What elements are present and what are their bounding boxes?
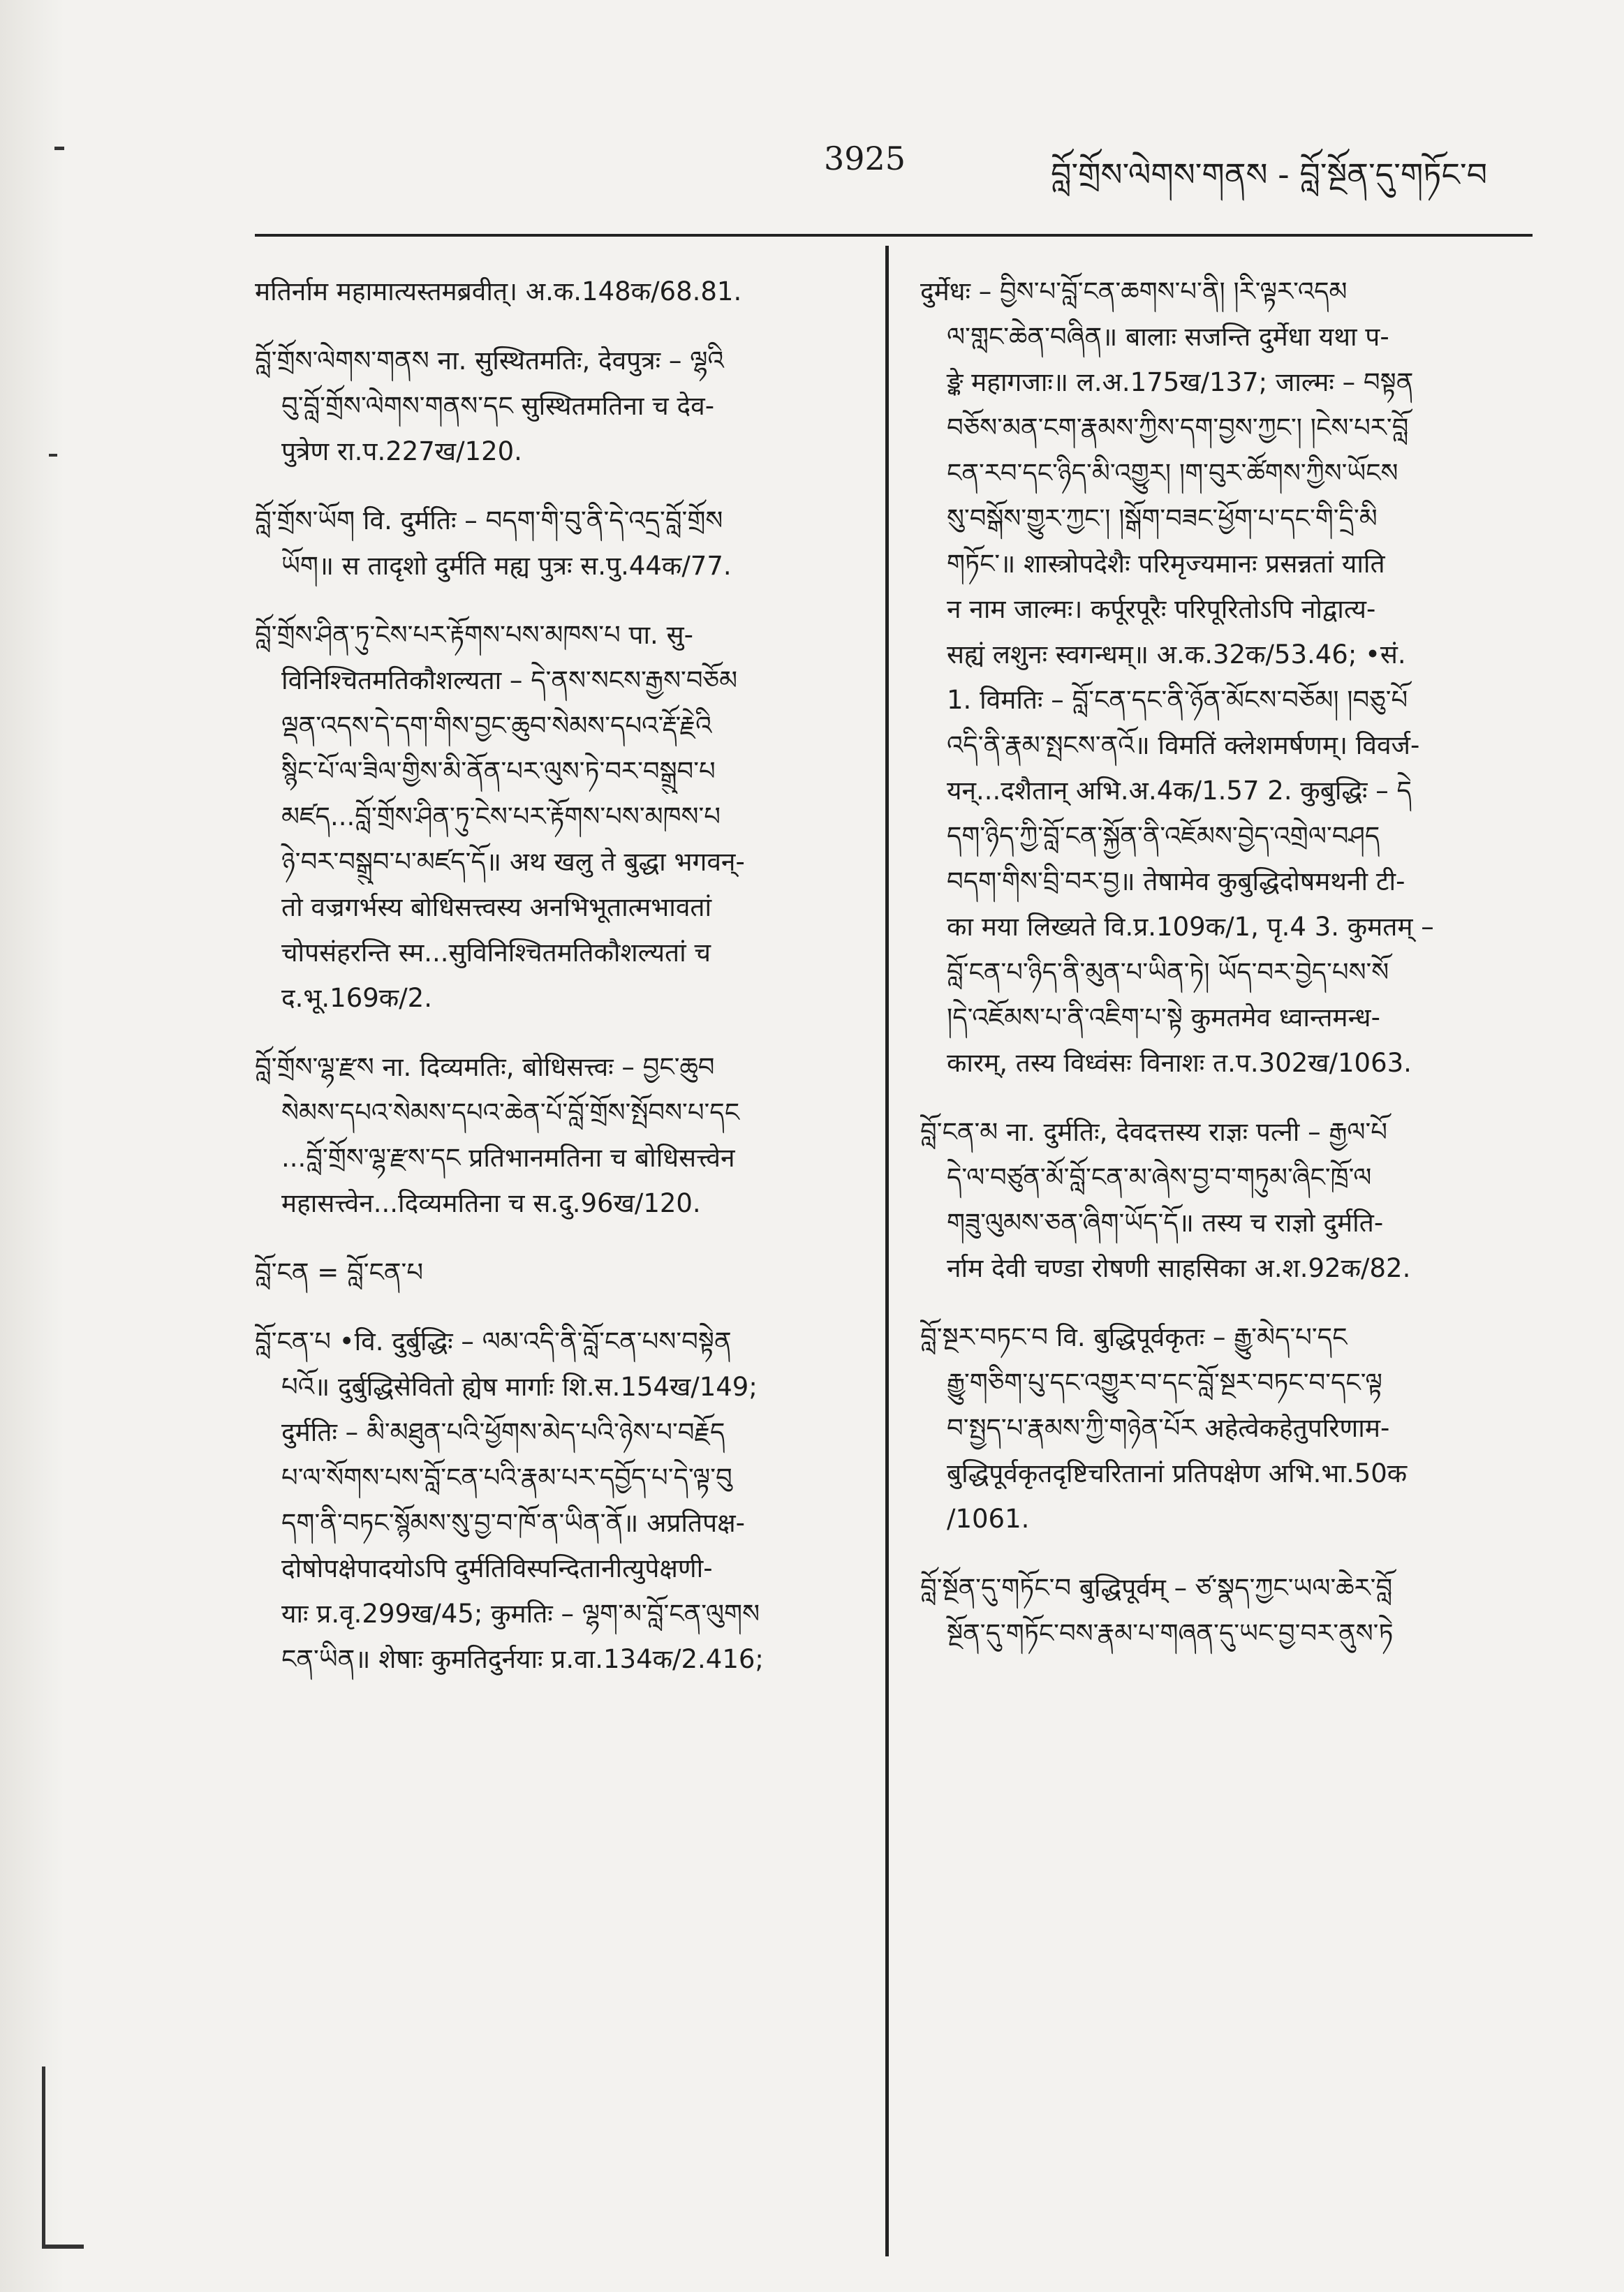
dictionary-entry [255, 498, 852, 589]
dictionary-entry [255, 612, 852, 1021]
column-divider [885, 246, 889, 2256]
margin-mark [42, 2067, 45, 2248]
margin-mark [49, 454, 57, 457]
dictionary-entry [920, 1315, 1531, 1541]
dictionary-entry [920, 1109, 1531, 1291]
right-column [920, 269, 1531, 1680]
entry-text-line: महासत्त्वेन...दिव्यमतिना च स.दु.96ख/120. [281, 1188, 701, 1218]
entry-text-line: /1061. [947, 1504, 1030, 1534]
entry-text-line: བུ་བློ་གྲོས་ལེགས་གནས་དང सुस्थितमतिना च देव- [281, 391, 715, 421]
entry-headword-line: བློ་གྲོས་ཤིན་ཏུ་ངེས་པར་རྟོགས་པས་མཁས་པ पा. सु- [255, 620, 693, 650]
scan-margin [0, 0, 64, 2292]
dictionary-entry [255, 1319, 852, 1682]
entry-text-line: མཛད...བློ་གྲོས་ཤིན་ཏུ་ངེས་པར་རྟོགས་པས་མཁས་པ [281, 801, 721, 831]
entry-headword-line: मतिर्नाम महामात्यस्तमब्रवीत्। अ.क.148क/68.81. [255, 276, 742, 306]
entry-text-line: ལ་གླང་ཆེན་བཞིན॥ बालाः सजन्ति दुर्मेधा यथा प- [947, 322, 1389, 352]
page-header-range: བློ་གྲོས་ལེགས་གནས - བློ་སྔོན་དུ་གཏོང་བ [1051, 156, 1488, 193]
margin-mark [54, 147, 64, 150]
entry-text-line: ཡོག॥ स तादृशो दुर्मति मह्य पुत्रः स.पु.44क/77. [281, 551, 732, 581]
entry-text-line: སེམས་དཔའ་སེམས་དཔའ་ཆེན་པོ་བློ་གྲོས་སྤོབས་པ་དང [281, 1097, 740, 1127]
entry-text-line: གཟུ་ལུམས་ཅན་ཞིག་ཡོད་དོ॥ तस्य च राज्ञो दुर्मति- [947, 1208, 1384, 1238]
entry-text-line: བཅོས་མན་ངག་རྣམས་ཀྱིས་དག་བྱས་ཀྱང་། །ངེས་པར་བློ [947, 413, 1409, 443]
entry-text-line: དག་ཉིད་ཀྱི་བློ་ངན་སྐྱོན་ནི་འཇོམས་བྱེད་འགྲེལ་བཤད [947, 821, 1380, 851]
left-column [255, 269, 852, 1706]
entry-text-line: གཏོང་॥ शास्त्रोपदेशैः परिमृज्यमानः प्रसन्नतां याति [947, 549, 1385, 579]
entry-text-line: ངན་ཡིན॥ शेषाः कुमतिदुर्नयाः प्र.वा.134क/2.416; [281, 1644, 764, 1674]
dictionary-entry [920, 269, 1531, 1086]
entry-text-line: ངན་རབ་དང་ཉིད་མི་འགྱུར། །ག་བུར་ཚོགས་ཀྱིས་ཡོངས [947, 458, 1398, 488]
entry-text-line: कारम्, तस्य विध्वंसः विनाशः त.प.302ख/1063. [947, 1048, 1412, 1078]
entry-text-line: ...བློ་གྲོས་ལྷ་རྫས་དང प्रतिभानमतिना च बोधिसत्त्वेन [281, 1143, 735, 1173]
entry-text-line: །དེ་འཇོམས་པ་ནི་འཇིག་པ་སྟེ कुमतमेव ध्वान्तमन्ध- [947, 1003, 1380, 1033]
entry-text-line: ལྡན་འདས་དེ་དག་གིས་བྱང་ཆུབ་སེམས་དཔའ་རྡོ་རྗེའི [281, 711, 712, 741]
entry-headword-line: བློ་སྔར་བཏང་བ वि. बुद्धिपूर्वकृतः – རྒྱུ་མེད་པ་དང [920, 1322, 1348, 1352]
entry-text-line: न नाम जाल्मः। कर्पूरपूरैः परिपूरितोऽपि नोद्वात्य- [947, 594, 1376, 624]
entry-text-line: द.भू.169क/2. [281, 983, 432, 1013]
entry-headword-line: བློ་གྲོས་ཡོག वि. दुर्मतिः – བདག་གི་བུ་ནི་དེ་འདྲ་བློ་གྲོས [255, 505, 723, 535]
entry-text-line: བ་སྤྱད་པ་རྣམས་ཀྱི་གཉེན་པོར अहेत्वेकहेतुपरिणाम- [947, 1413, 1390, 1443]
entry-text-line: བློ་ངན་པ་ཉིད་ནི་མུན་པ་ཡིན་ཏེ། ཡོད་བར་བྱེད་པས་སོ [947, 957, 1389, 987]
entry-text-line: སྔོན་དུ་གཏོང་བས་རྣམ་པ་གཞན་དུ་ཡང་བྱ་བར་ནུས་ཏེ [947, 1618, 1394, 1648]
entry-text-line: का मया लिख्यते वि.प्र.109क/1, पृ.4 3. कुमतम् – [947, 912, 1434, 942]
entry-text-line: སུ་བསྒོས་གྱུར་ཀྱང་། །སྒོག་བཟང་ཕྱོག་པ་དང་གི་དྲི་མི [947, 503, 1378, 533]
entry-text-line: རྒྱུ་གཅིག་པུ་དང་འགྱུར་བ་དང་བློ་སྔར་བཏང་བ་དང་ལྟ [947, 1368, 1383, 1398]
entry-text-line: ङ्के महागजाः॥ ल.अ.175ख/137; जाल्मः – བསྟན [947, 367, 1414, 397]
dictionary-entry [255, 1044, 852, 1226]
entry-text-line: པ་ལ་སོགས་པས་བློ་ངན་པའི་རྣམ་པར་དབྱོད་པ་དེ་ལྟ་བུ [281, 1463, 732, 1493]
dictionary-entry [255, 269, 852, 314]
margin-mark [42, 2245, 84, 2249]
entry-headword-line: दुर्मेधः – བྱིས་པ་བློ་ངན་ཆགས་པ་ནི། །རི་ལྟར་འདམ [920, 276, 1348, 306]
header-rule [255, 234, 1533, 237]
entry-text-line: འདི་ནི་རྣམ་སྤངས་ནའོ॥ विमतिं क्लेशमर्षणम्। विवर्ज- [947, 730, 1420, 760]
entry-text-line: सह्यं लशुनः स्वगन्धम्॥ अ.क.32क/53.46; •सं. [947, 639, 1406, 670]
entry-text-line: याः प्र.वृ.299ख/45; कुमतिः – ལྷག་མ་བློ་ངན་ལུགས [281, 1599, 760, 1629]
entry-text-line: 1. विमतिः – བློ་ངན་དང་ནི་ཉོན་མོངས་བཅོམ། །བཅུ་པོ [947, 685, 1408, 715]
entry-text-line: བདག་གིས་བྲི་བར་བྱ॥ तेषामेव कुबुद्धिदोषमथनी टी- [947, 866, 1405, 896]
entry-text-line: विनिश्चितमतिकौशल्यता – དེ་ནས་སངས་རྒྱས་བཅོམ [281, 665, 738, 695]
entry-headword-line: བློ་སྔོན་དུ་གཏོང་བ बुद्धिपूर्वम् – ཙ་སྣད་ཀྱང་ཡལ་ཆེར་བློ [920, 1573, 1393, 1603]
entry-text-line: སྙིང་པོ་ལ་ཟིལ་གྱིས་མི་ནོན་པར་ལུས་ཏེ་བར་བསྒྲུབ་པ [281, 756, 716, 786]
entry-text-line: དག་ནི་བཏང་སྙོམས་སུ་བྱ་བ་ཁོ་ན་ཡིན་ནོ॥ अप्रतिपक्ष- [281, 1508, 745, 1538]
dictionary-entry [255, 1250, 852, 1295]
entry-text-line: དེ་ལ་བཙུན་མོ་བློ་ངན་མ་ཞེས་བྱ་བ་གཏུམ་ཞིང་ཁྲོ་ལ [947, 1162, 1372, 1192]
entry-text-line: दुर्मतिः – མི་མཐུན་པའི་ཕྱོགས་མེད་པའི་ཉེས་པ་བརྗོད [281, 1417, 725, 1447]
dictionary-entry [255, 338, 852, 474]
entry-text-line: दोषोपक्षेपादयोऽपि दुर्मतिविस्पन्दितानीत्युपेक्षणी- [281, 1553, 713, 1583]
entry-headword-line: བློ་ངན་མ ना. दुर्मतिः, देवदत्तस्य राज्ञः पत्नी – རྒྱལ་པོ [920, 1117, 1387, 1147]
entry-headword-line: བློ་ངན = བློ་ངན་པ [255, 1257, 424, 1287]
entry-headword-line: བློ་གྲོས་ལེགས་གནས ना. सुस्थितमतिः, देवपुत्रः – ལྷའི [255, 346, 724, 376]
entry-headword-line: བློ་གྲོས་ལྷ་རྫས ना. दिव्यमतिः, बोधिसत्त्वः – བྱང་ཆུབ [255, 1052, 715, 1082]
entry-text-line: र्नाम देवी चण्डा रोषणी साहसिका अ.श.92क/82. [947, 1253, 1411, 1283]
entry-text-line: तो वज्रगर्भस्य बोधिसत्त्वस्य अनभिभूतात्मभावतां [281, 892, 712, 922]
entry-text-line: चोपसंहरन्ति स्म...सुविनिश्चितमतिकौशल्यतां च [281, 938, 711, 968]
entry-text-line: པའོ॥ दुर्बुद्धिसेवितो ह्येष मार्गाः शि.स.154ख/149; [281, 1372, 758, 1402]
entry-headword-line: བློ་ངན་པ •वि. दुर्बुद्धिः – ལམ་འདི་ནི་བློ་ངན་པས་བསྟེན [255, 1326, 732, 1356]
dictionary-entry [920, 1565, 1531, 1656]
entry-text-line: पुत्रेण रा.प.227ख/120. [281, 436, 522, 466]
page-number: 3925 [824, 140, 906, 177]
entry-text-line: यन्...दशैतान् अभि.अ.4क/1.57 2. कुबुद्धिः – དེ [947, 776, 1412, 806]
entry-text-line: ཉེ་བར་བསྒྲུབ་པ་མཛད་དོ॥ अथ खलु ते बुद्धा भगवन्- [281, 847, 745, 877]
entry-text-line: बुद्धिपूर्वकृतदृष्टिचरितानां प्रतिपक्षेण अभि.भा.50क [947, 1458, 1408, 1488]
